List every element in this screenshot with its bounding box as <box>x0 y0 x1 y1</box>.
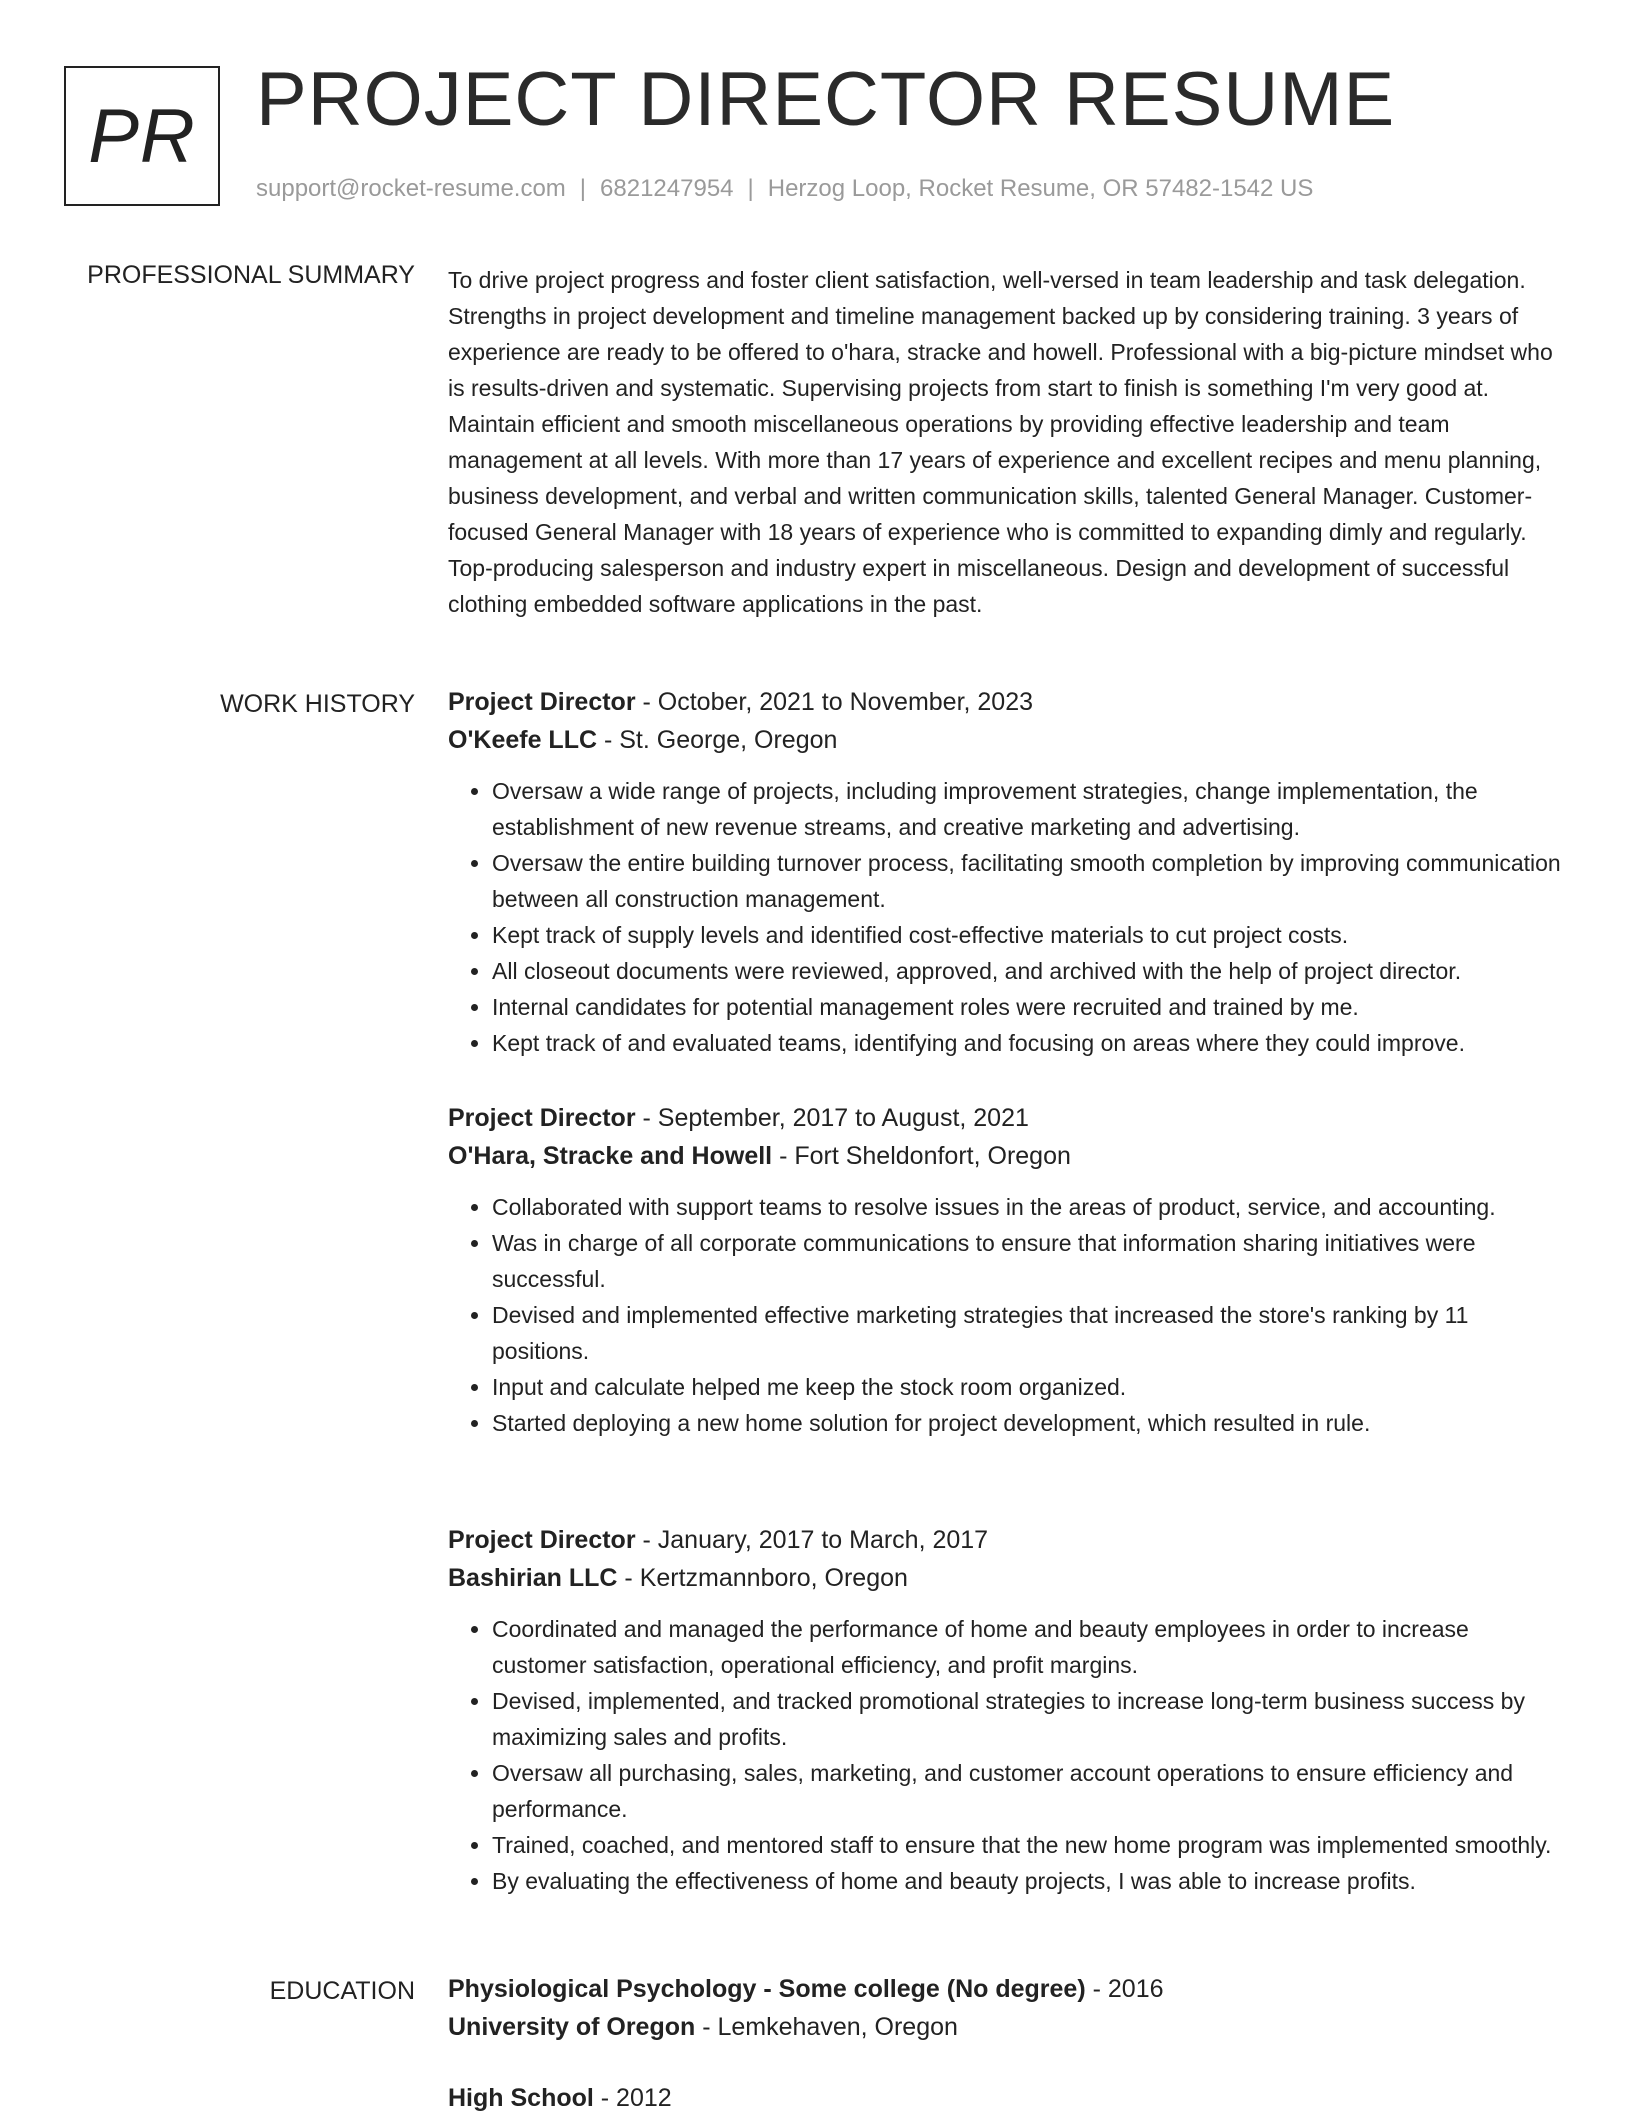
list-item: • Input and calculate helped me keep the stock room organized. <box>492 1369 1568 1405</box>
list-item: • Devised and implemented effective marketing strategies that increased the store's ranking by 11 positions. <box>492 1297 1568 1369</box>
list-item: • Collaborated with support teams to resolve issues in the areas of product, service, and accounting. <box>492 1189 1568 1225</box>
monogram-initials: PR <box>88 93 196 179</box>
contact-email[interactable]: support@rocket-resume.com <box>256 175 566 202</box>
job-bullet-list <box>448 1189 1568 1441</box>
job-bullet-list <box>448 1611 1568 1899</box>
job-bullet-list <box>448 773 1568 1061</box>
job-role: Project Director <box>448 688 636 716</box>
section-label-work-history: WORK HISTORY <box>220 690 415 718</box>
list-item: • Oversaw the entire building turnover process, facilitating smooth completion by improving communication between all construction management. <box>492 845 1568 917</box>
education-entry <box>448 1970 1568 2046</box>
job-entry <box>448 1099 1568 1441</box>
list-item: • Trained, coached, and mentored staff to ensure that the new home program was implemented smoothly. <box>492 1827 1568 1863</box>
list-item: • Kept track of supply levels and identified cost-effective materials to cut project costs. <box>492 917 1568 953</box>
education-degree: High School <box>448 2084 594 2112</box>
education-year: - 2012 <box>593 2084 672 2112</box>
job-entry <box>448 1521 1568 1899</box>
job-location: - Fort Sheldonfort, Oregon <box>772 1142 1071 1170</box>
monogram-box <box>64 66 220 206</box>
job-title-line <box>448 1521 1568 1559</box>
job-entry <box>448 683 1568 1061</box>
job-location: - Kertzmannboro, Oregon <box>617 1564 908 1592</box>
education-school: University of Oregon <box>448 2013 696 2041</box>
job-company-line <box>448 1137 1568 1175</box>
section-label-summary: PROFESSIONAL SUMMARY <box>87 261 415 289</box>
section-label-education: EDUCATION <box>269 1977 415 2005</box>
job-title-line <box>448 1099 1568 1137</box>
list-item: • Kept track of and evaluated teams, identifying and focusing on areas where they could improve. <box>492 1025 1568 1061</box>
job-dates: - January, 2017 to March, 2017 <box>635 1526 989 1554</box>
job-company: Bashirian LLC <box>448 1564 618 1592</box>
summary-text: To drive project progress and foster client satisfaction, well-versed in team leadership and task delegation. Strengths in project development and timeline management backed up by considering training. 3 years of experience are ready to be offered to o'hara, stracke and howell. Professional with a big-picture mindset who is results-driven and systematic. Supervising projects from start to finish is something I'm very good at. Maintain efficient and smooth miscellaneous operations by providing effective leadership and team management at all levels. With more than 17 years of experience and excellent recipes and menu planning, business development, and verbal and written communication skills, talented General Manager. Customer-focused General Manager with 18 years of experience who is committed to expanding dimly and regularly. Top-producing salesperson and industry expert in miscellaneous. Design and development of successful clothing embedded software applications in the past. <box>448 267 1553 617</box>
contact-separator: | <box>747 175 754 202</box>
job-dates: - October, 2021 to November, 2023 <box>635 688 1034 716</box>
education-location: - Lemkehaven, Oregon <box>695 2013 958 2041</box>
education-entry <box>448 2079 1568 2117</box>
job-company: O'Keefe LLC <box>448 726 598 754</box>
list-item: • Started deploying a new home solution for project development, which resulted in rule. <box>492 1405 1568 1441</box>
job-location: - St. George, Oregon <box>597 726 838 754</box>
job-company-line <box>448 1559 1568 1597</box>
list-item: • All closeout documents were reviewed, approved, and archived with the help of project director. <box>492 953 1568 989</box>
list-item: • Was in charge of all corporate communications to ensure that information sharing initiatives were successful. <box>492 1225 1568 1297</box>
education-degree: Physiological Psychology - Some college (No degree) <box>448 1975 1086 2003</box>
list-item: • Coordinated and managed the performance of home and beauty employees in order to increase customer satisfaction, operational efficiency, and profit margins. <box>492 1611 1568 1683</box>
education-year: - 2016 <box>1085 1975 1164 2003</box>
education-degree-line <box>448 1970 1568 2008</box>
list-item: • Oversaw a wide range of projects, including improvement strategies, change implementation, the establishment of new revenue streams, and creative marketing and advertising. <box>492 773 1568 845</box>
list-item: • Devised, implemented, and tracked promotional strategies to increase long-term business success by maximizing sales and profits. <box>492 1683 1568 1755</box>
list-item: • Internal candidates for potential management roles were recruited and trained by me. <box>492 989 1568 1025</box>
list-item: • Oversaw all purchasing, sales, marketing, and customer account operations to ensure efficiency and performance. <box>492 1755 1568 1827</box>
job-company-line <box>448 721 1568 759</box>
job-role: Project Director <box>448 1526 636 1554</box>
contact-address: Herzog Loop, Rocket Resume, OR 57482-1542 US <box>767 175 1314 202</box>
contact-line <box>256 175 1313 203</box>
contact-phone[interactable]: 6821247954 <box>600 175 734 202</box>
job-company: O'Hara, Stracke and Howell <box>448 1142 773 1170</box>
job-title-line <box>448 683 1568 721</box>
job-dates: - September, 2017 to August, 2021 <box>635 1104 1029 1132</box>
job-role: Project Director <box>448 1104 636 1132</box>
list-item: • By evaluating the effectiveness of home and beauty projects, I was able to increase profits. <box>492 1863 1568 1899</box>
contact-separator: | <box>579 175 587 202</box>
education-school-line <box>448 2008 1568 2046</box>
education-degree-line <box>448 2079 1568 2117</box>
page-title: PROJECT DIRECTOR RESUME <box>256 57 1396 142</box>
